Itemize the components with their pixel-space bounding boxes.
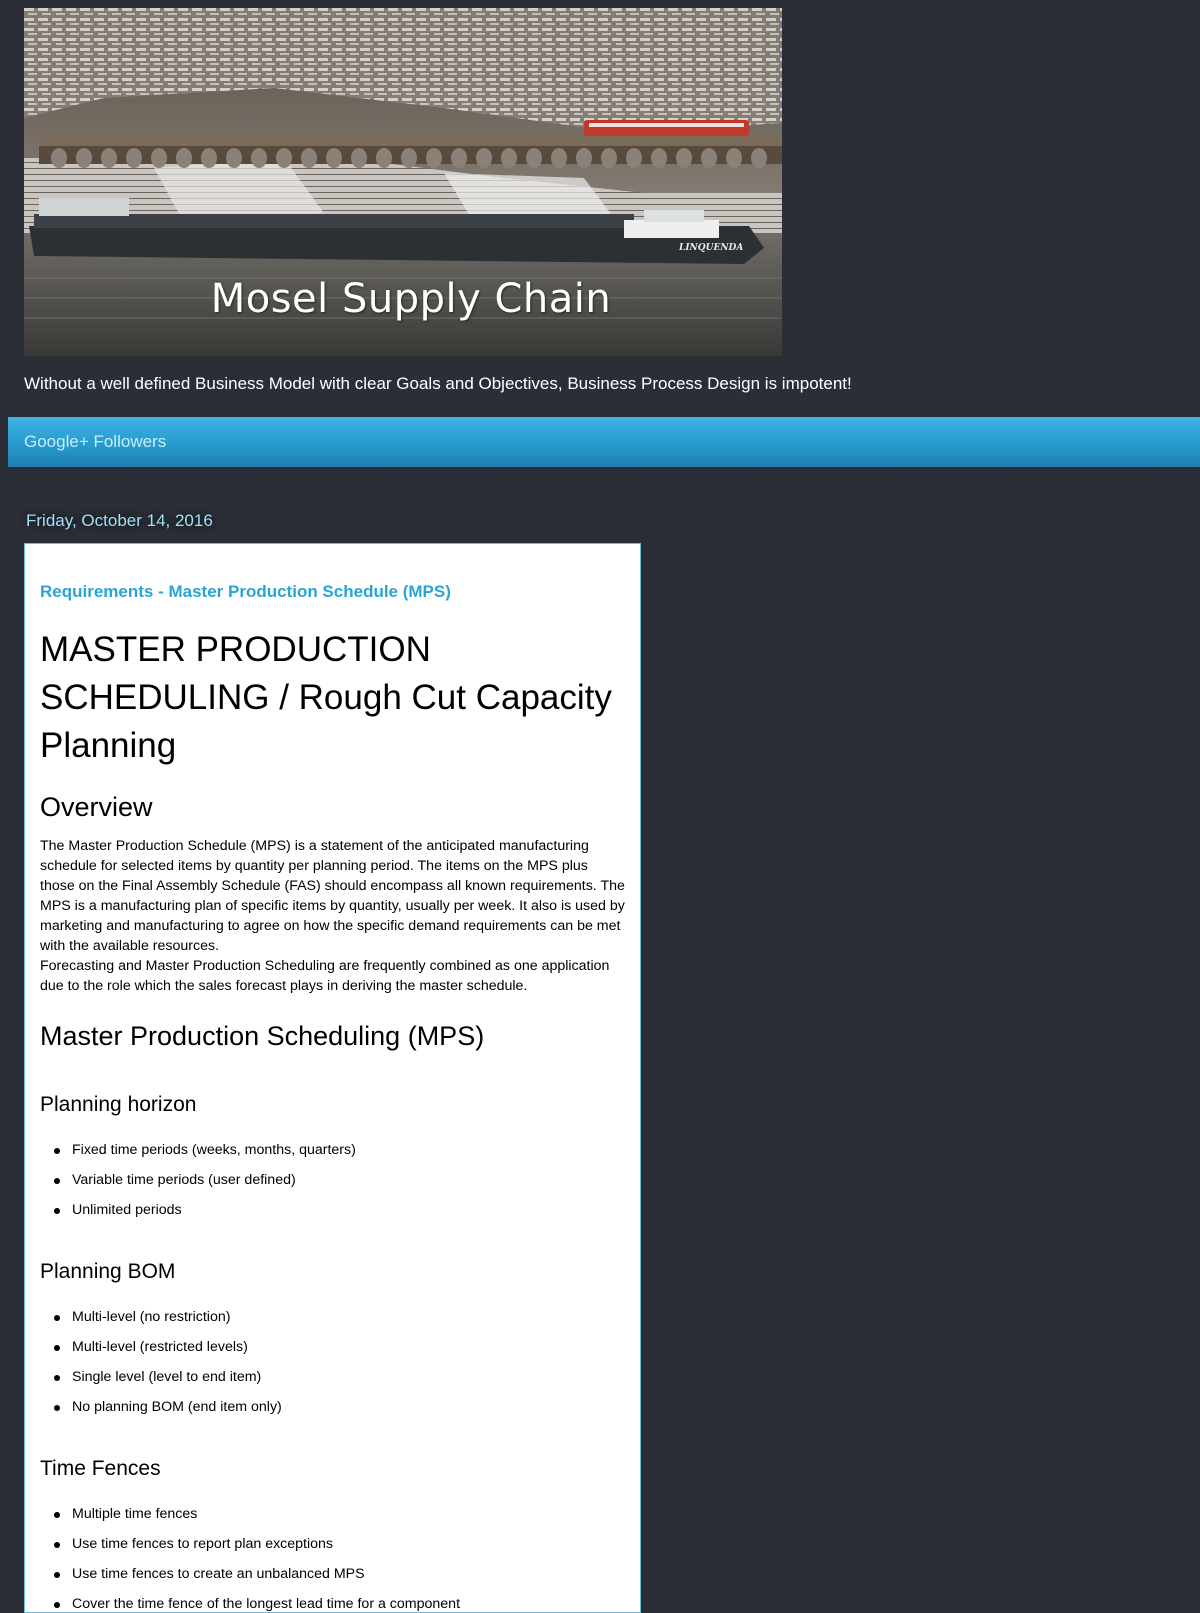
mps-heading: Master Production Scheduling (MPS) bbox=[40, 1021, 485, 1051]
tab-bar bbox=[8, 417, 1200, 467]
list-item bbox=[40, 1367, 282, 1397]
bullet-icon bbox=[54, 1512, 60, 1518]
overview-paragraph: Forecasting and Master Production Scheduling are frequently combined as one application due to the role which the sales forecast plays in deriving the master schedule. bbox=[40, 958, 610, 994]
list-item bbox=[40, 1307, 282, 1337]
tab-google-plus-followers[interactable]: Google+ Followers bbox=[24, 432, 167, 451]
post-container bbox=[24, 543, 641, 1613]
time-fences-list bbox=[40, 1504, 460, 1613]
bullet-icon bbox=[54, 1542, 60, 1548]
list-item bbox=[40, 1564, 460, 1594]
overview-heading: Overview bbox=[40, 792, 153, 822]
bullet-icon bbox=[54, 1405, 60, 1411]
list-item bbox=[40, 1504, 460, 1534]
planning-horizon-list bbox=[40, 1140, 356, 1230]
post-main-heading: MASTER PRODUCTION SCHEDULING / Rough Cut Capacity Planning bbox=[40, 630, 612, 765]
blog-tagline: Without a well defined Business Model with clear Goals and Objectives, Business Process Design is impotent! bbox=[24, 374, 852, 393]
list-item bbox=[40, 1534, 460, 1564]
overview-text bbox=[40, 836, 625, 996]
train-shape bbox=[584, 120, 749, 136]
list-item bbox=[40, 1140, 356, 1170]
bullet-icon bbox=[54, 1375, 60, 1381]
list-item-text: Use time fences to report plan exceptions bbox=[72, 1536, 334, 1552]
barge-name-text: LINQUENDA bbox=[679, 243, 744, 253]
list-item-text: Variable time periods (user defined) bbox=[72, 1172, 296, 1188]
list-item bbox=[40, 1397, 282, 1427]
list-item-text: Cover the time fence of the longest lead time for a component bbox=[72, 1596, 461, 1612]
post-title-link[interactable]: Requirements - Master Production Schedule (MPS) bbox=[40, 582, 451, 601]
list-item bbox=[40, 1594, 460, 1613]
list-item-text: Multi-level (no restriction) bbox=[72, 1309, 231, 1325]
list-item bbox=[40, 1170, 356, 1200]
list-item-text: Unlimited periods bbox=[72, 1202, 182, 1218]
section-heading-time-fences: Time Fences bbox=[40, 1457, 161, 1480]
overview-paragraph: The Master Production Schedule (MPS) is a statement of the anticipated manufacturing schedule for selected items by quantity per planning period. The items on the MPS plus those on the Final Assembly Schedule (FAS) should encompass all known requirements. The MPS is a manufacturing plan of specific items by quantity, usually per week. It also is used by marketing and manufacturing to agree on how the specific demand requirements can be met with the available resources. bbox=[40, 838, 625, 954]
list-item-text: Multi-level (restricted levels) bbox=[72, 1339, 248, 1355]
section-heading-planning-horizon: Planning horizon bbox=[40, 1093, 197, 1116]
planning-bom-list bbox=[40, 1307, 282, 1427]
post-date-header: Friday, October 14, 2016 bbox=[26, 511, 213, 530]
list-item-text: No planning BOM (end item only) bbox=[72, 1399, 282, 1415]
list-item-text: Fixed time periods (weeks, months, quarters) bbox=[72, 1142, 356, 1158]
list-item-text: Use time fences to create an unbalanced MPS bbox=[72, 1566, 365, 1582]
bullet-icon bbox=[54, 1208, 60, 1214]
list-item bbox=[40, 1337, 282, 1367]
bullet-icon bbox=[54, 1315, 60, 1321]
bullet-icon bbox=[54, 1148, 60, 1154]
bullet-icon bbox=[54, 1602, 60, 1608]
bullet-icon bbox=[54, 1345, 60, 1351]
list-item bbox=[40, 1200, 356, 1230]
list-item-text: Single level (level to end item) bbox=[72, 1369, 262, 1385]
header-banner-image[interactable] bbox=[24, 8, 782, 356]
blog-title[interactable]: Mosel Supply Chain bbox=[210, 276, 612, 322]
section-heading-planning-bom: Planning BOM bbox=[40, 1260, 176, 1283]
bullet-icon bbox=[54, 1178, 60, 1184]
bullet-icon bbox=[54, 1572, 60, 1578]
list-item-text: Multiple time fences bbox=[72, 1506, 198, 1522]
